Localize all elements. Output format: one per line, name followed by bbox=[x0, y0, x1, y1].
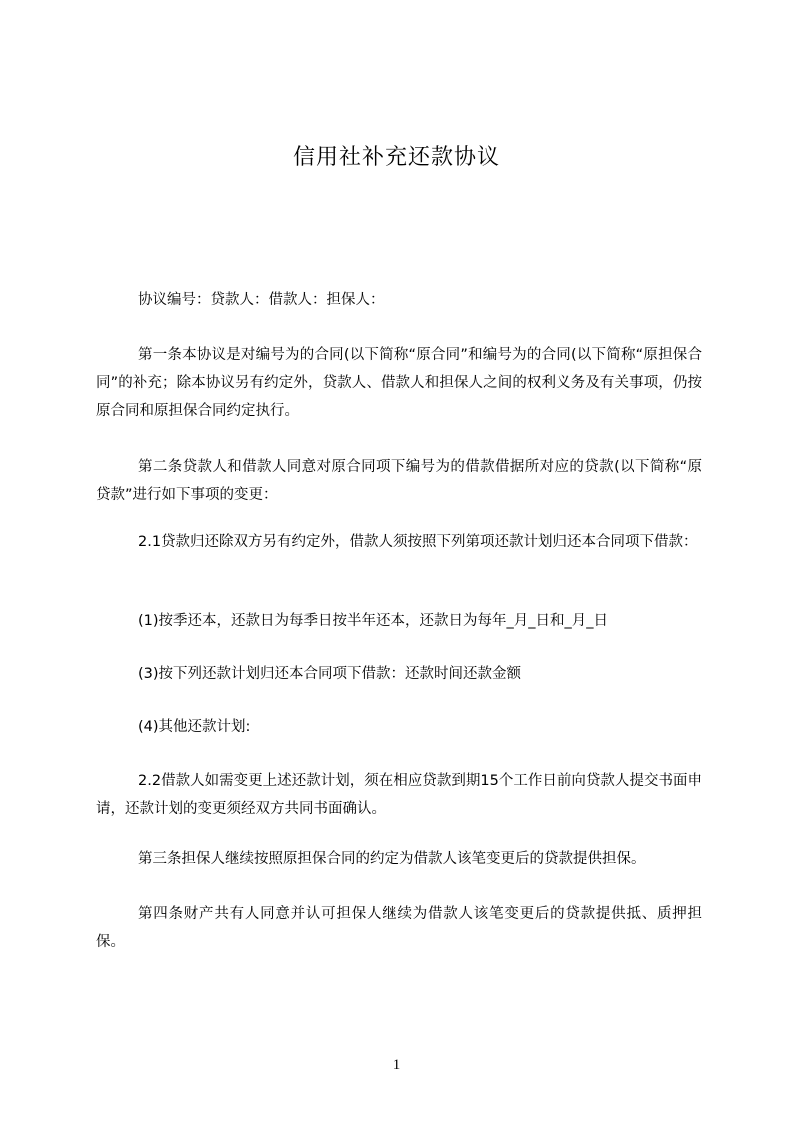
document-title: 信用社补充还款协议 bbox=[292, 145, 500, 170]
repayment-option-1: (1)按季还本，还款日为每季日按半年还本，还款日为每年_月_日和_月_日 bbox=[138, 613, 609, 629]
page-number: 1 bbox=[392, 1057, 401, 1073]
clause-2-1-paragraph: 2.1贷款归还除双方另有约定外，借款人须按照下列第项还款计划归还本合同项下借款： bbox=[138, 534, 698, 550]
article-3-paragraph: 第三条担保人继续按照原担保合同的约定为借款人该笔变更后的贷款提供担保。 bbox=[138, 851, 646, 867]
repayment-option-4: (4)其他还款计划: bbox=[138, 719, 251, 735]
article-1-paragraph: 第一条本协议是对编号为的合同(以下简称“原合同”和编号为的合同(以下简称“原担保合同”的补充；除本协议另有约定外，贷款人、借款人和担保人之间的权利义务及有关事项，仍按原合同和原担保合同约定执行。 bbox=[96, 347, 702, 419]
article-2-paragraph: 第二条贷款人和借款人同意对原合同项下编号为的借款借据所对应的贷款(以下简称“原贷款”进行如下事项的变更： bbox=[96, 459, 702, 503]
agreement-parties-line: 协议编号：贷款人：借款人：担保人： bbox=[138, 292, 385, 308]
clause-2-2-paragraph: 2.2借款人如需变更上述还款计划，须在相应贷款到期15个工作日前向贷款人提交书面申请，还款计划的变更须经双方共同书面确认。 bbox=[96, 773, 702, 817]
repayment-option-3: (3)按下列还款计划归还本合同项下借款：还款时间还款金额 bbox=[138, 666, 522, 682]
article-4-paragraph: 第四条财产共有人同意并认可担保人继续为借款人该笔变更后的贷款提供抵、质押担保。 bbox=[96, 906, 702, 950]
